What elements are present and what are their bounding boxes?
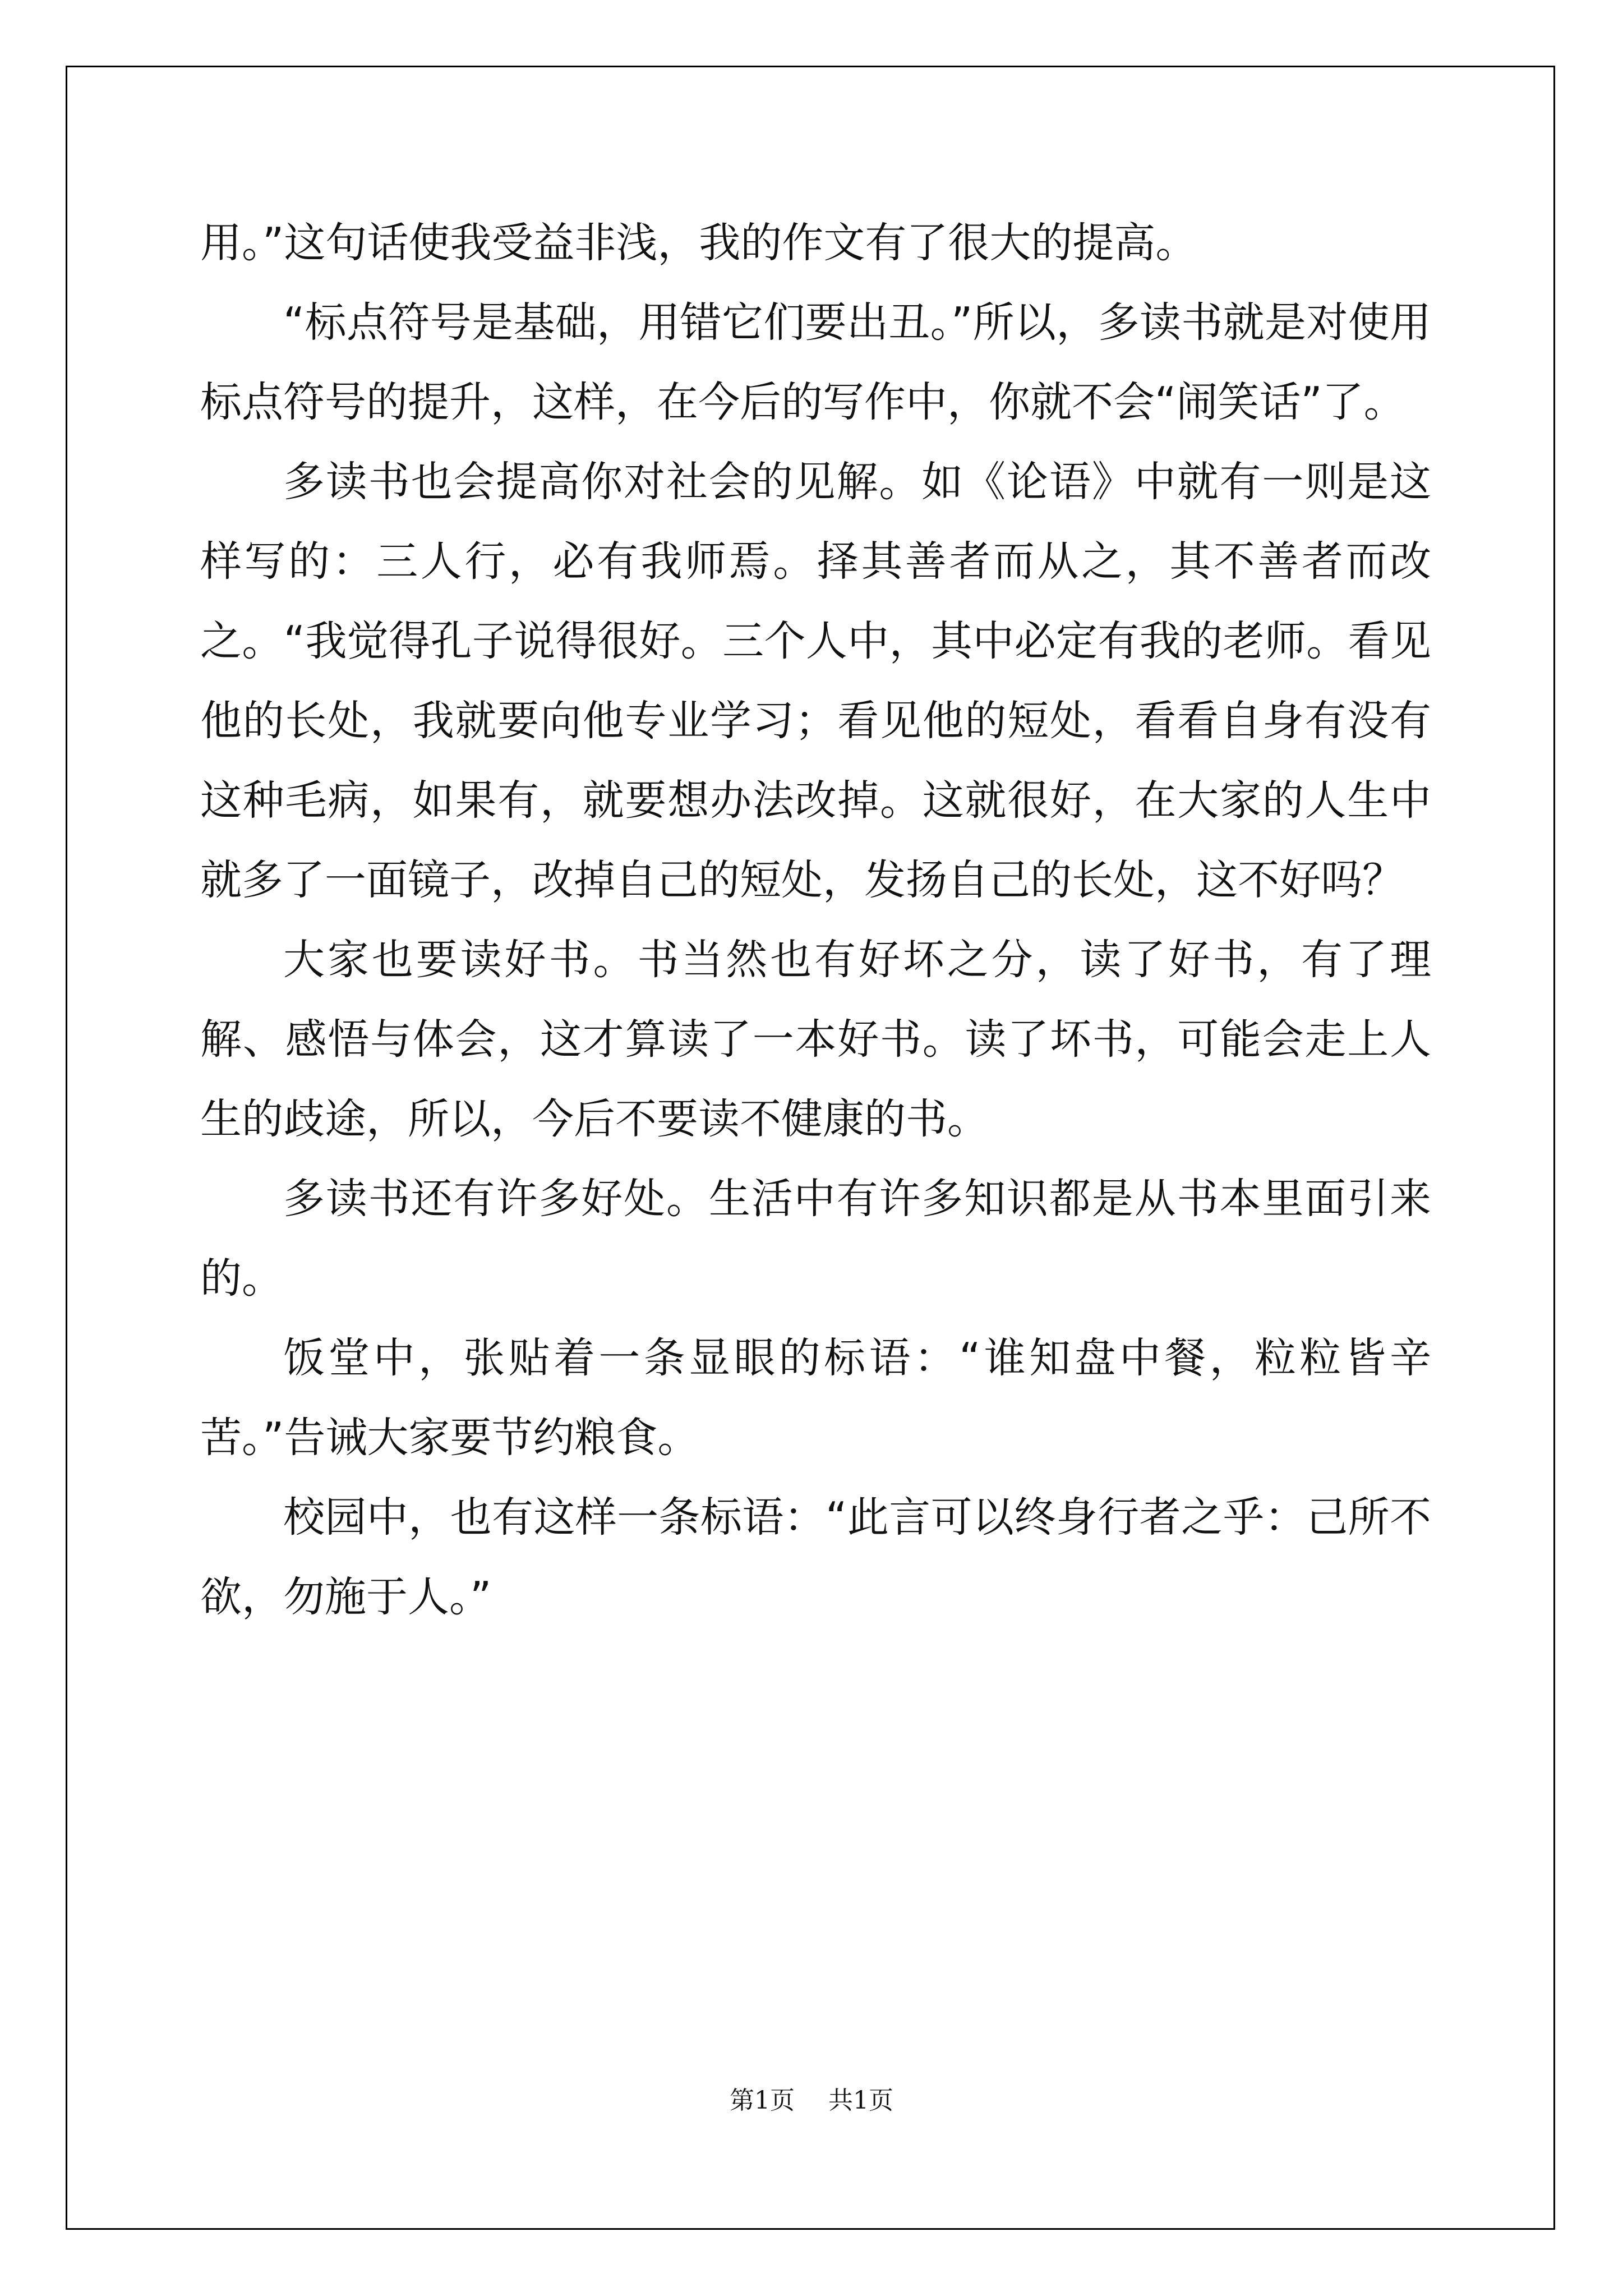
paragraph: 校园中，也有这样一条标语：“此言可以终身行者之乎：己所不欲，勿施于人。” [200,1493,1431,1621]
paragraph: 多读书还有许多好处。生活中有许多知识都是从书本里面引来的。 [200,1175,1431,1303]
page-footer [0,2084,1623,2118]
document-body [200,203,1431,1637]
page-number: 第1页 [730,2086,795,2115]
paragraph: 饭堂中，张贴着一条显眼的标语：“谁知盘中餐，粒粒皆辛苦。”告诫大家要节约粮食。 [200,1334,1431,1462]
paragraph: 大家也要读好书。书当然也有好坏之分，读了好书，有了理解、感悟与体会，这才算读了一本好书。读了坏书，可能会走上人生的歧途，所以，今后不要读不健康的书。 [200,936,1431,1143]
page-total: 共1页 [828,2086,893,2115]
paragraph: 用。”这句话使我受益非浅，我的作文有了很大的提高。 [200,219,1197,267]
paragraph: “标点符号是基础，用错它们要出丑。”所以，多读书就是对使用标点符号的提升，这样，在今后的写作中，你就不会“闹笑话”了。 [200,298,1431,426]
paragraph: 多读书也会提高你对社会的见解。如《论语》中就有一则是这样写的：三人行，必有我师焉。择其善者而从之，其不善者而改之。“我觉得孔子说得很好。三个人中，其中必定有我的老师。看见他的长处，我就要向他专业学习；看见他的短处，看看自身有没有这种毛病，如果有，就要想办法改掉。这就很好，在大家的人生中就多了一面镜子，改掉自己的短处，发扬自己的长处，这不好吗？ [200,458,1431,904]
